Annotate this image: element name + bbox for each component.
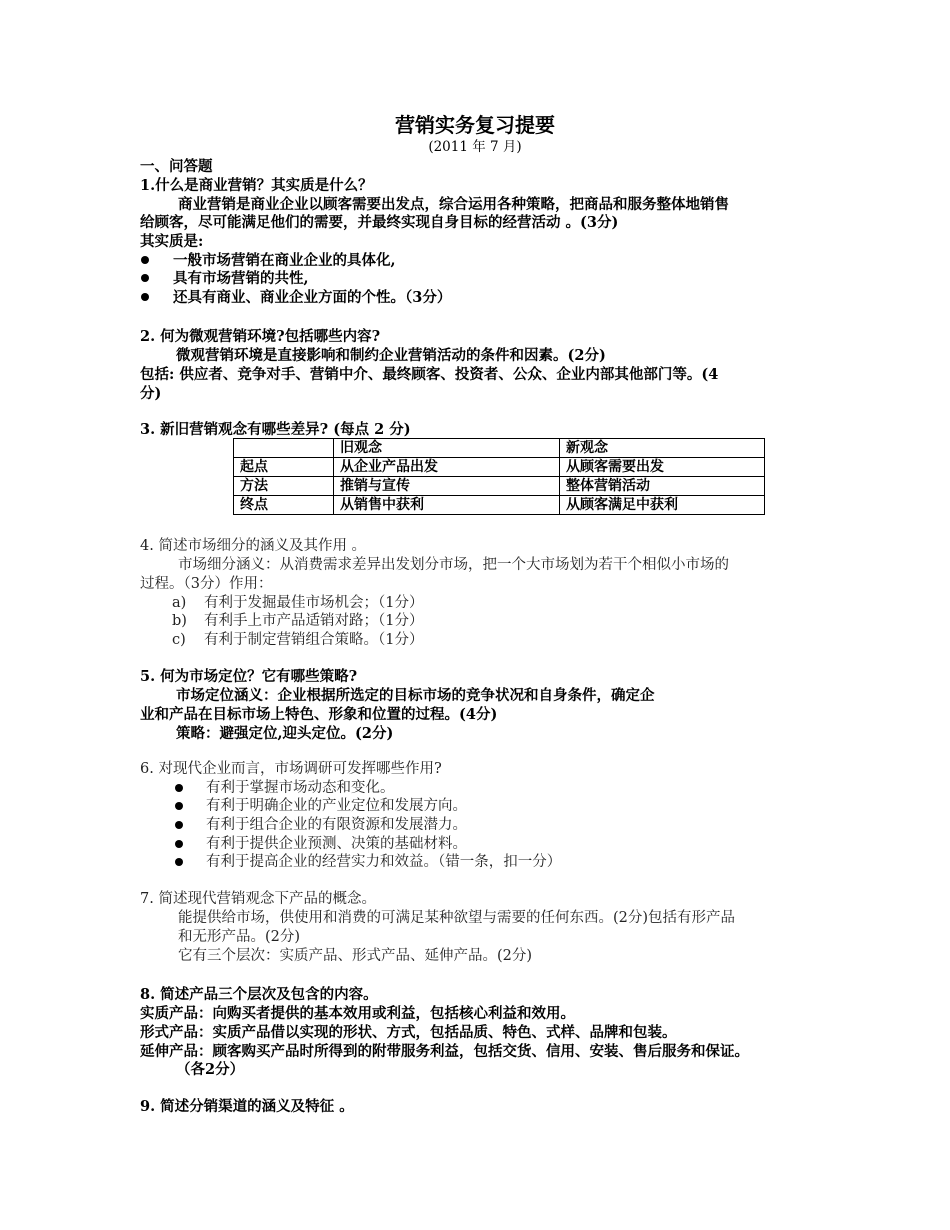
q4-item-marker: a)	[172, 595, 187, 611]
table-cell: 方法	[234, 477, 334, 496]
q1-bullet: 具有市场营销的共性,	[173, 270, 309, 287]
q1-answer-line1: 商业营销是商业企业以顾客需要出发点，综合运用各种策略，把商品和服务整体地销售	[178, 196, 729, 213]
table-header-cell: 旧观念	[334, 439, 560, 458]
q6-bullet: 有利于提供企业预测、决策的基础材料。	[206, 836, 467, 852]
q4-question: 4. 简述市场细分的涵义及其作用 。	[140, 538, 367, 554]
q2-includes-line2: 分)	[140, 385, 162, 402]
q6-bullet: 有利于明确企业的产业定位和发展方向。	[206, 798, 467, 814]
q4-item-text: 有利于制定营销组合策略。（1分）	[204, 632, 424, 648]
q6-bullet: 有利于掌握市场动态和变化。	[206, 780, 395, 796]
bullet-icon	[175, 784, 183, 792]
bullet-icon	[141, 274, 149, 282]
document-subtitle: (2011 年 7 月)	[428, 139, 522, 155]
q8-line: 延伸产品：顾客购买产品时所得到的附带服务利益，包括交货、信用、安装、售后服务和保证。	[140, 1043, 749, 1060]
q4-item-text: 有利于发掘最佳市场机会；（1分）	[204, 595, 424, 611]
bullet-icon	[175, 821, 183, 829]
comparison-table	[233, 438, 765, 515]
table-header-row	[234, 439, 765, 458]
table-cell: 终点	[234, 496, 334, 515]
table-row	[234, 477, 765, 496]
document-title: 营销实务复习提要	[395, 113, 555, 137]
q6-bullet: 有利于提高企业的经营实力和效益。（错一条，扣一分）	[206, 854, 562, 870]
q5-strategy: 策略：避强定位,迎头定位。(2分)	[176, 725, 394, 742]
q8-line: 实质产品：向购买者提供的基本效用或利益，包括核心利益和效用。	[140, 1005, 575, 1022]
section-heading: 一、问答题	[140, 158, 213, 175]
table-header-cell	[234, 439, 334, 458]
q4-item-marker: b)	[172, 613, 187, 629]
bullet-icon	[175, 840, 183, 848]
table-row	[234, 458, 765, 477]
q5-question: 5. 何为市场定位？它有哪些策略?	[140, 668, 358, 685]
q5-answer-line1: 市场定位涵义：企业根据所选定的目标市场的竞争状况和自身条件，确定企	[176, 687, 655, 704]
q1-bullet: 一般市场营销在商业企业的具体化,	[173, 252, 396, 269]
table-cell: 推销与宣传	[334, 477, 560, 496]
q7-answer-line3: 它有三个层次：实质产品、形式产品、延伸产品。(2分)	[178, 948, 533, 964]
table-cell: 起点	[234, 458, 334, 477]
table-cell: 整体营销活动	[560, 477, 765, 496]
q8-line: 形式产品：实质产品借以实现的形状、方式，包括品质、特色、式样、品牌和包装。	[140, 1024, 677, 1041]
bullet-icon	[141, 293, 149, 301]
q1-question: 1.什么是商业营销？其实质是什么？	[140, 177, 373, 194]
q5-answer-line2: 业和产品在目标市场上特色、形象和位置的过程。(4分)	[140, 706, 498, 723]
table-cell: 从顾客需要出发	[560, 458, 765, 477]
q1-bullet: 还具有商业、商业企业方面的个性。（3分）	[173, 289, 452, 306]
bullet-icon	[175, 802, 183, 810]
q9-question: 9. 简述分销渠道的涵义及特征 。	[140, 1098, 354, 1115]
q8-line: （各2分）	[176, 1061, 245, 1078]
q2-question: 2. 何为微观营销环境?包括哪些内容?	[140, 328, 381, 345]
q2-answer: 微观营销环境是直接影响和制约企业营销活动的条件和因素。(2分)	[176, 347, 606, 364]
q1-answer-line2: 给顾客，尽可能满足他们的需要，并最终实现自身目标的经营活动 。(3分)	[140, 214, 619, 231]
q6-question: 6. 对现代企业而言，市场调研可发挥哪些作用?	[140, 761, 442, 777]
q4-item-text: 有利手上市产品适销对路；（1分）	[204, 613, 424, 629]
q7-answer-line2: 和无形产品。(2分)	[178, 929, 301, 945]
q1-essence-label: 其实质是:	[140, 233, 204, 250]
q6-bullet: 有利于组合企业的有限资源和发展潜力。	[206, 817, 467, 833]
table-cell: 从顾客满足中获利	[560, 496, 765, 515]
q8-question: 8. 简述产品三个层次及包含的内容。	[140, 986, 378, 1003]
q3-question: 3. 新旧营销观念有哪些差异? (每点 2 分)	[140, 421, 411, 438]
table-header-cell: 新观念	[560, 439, 765, 458]
q7-answer-line1: 能提供给市场，供使用和消费的可满足某种欲望与需要的任何东西。(2分)包括有形产品	[178, 910, 736, 926]
table-cell: 从销售中获利	[334, 496, 560, 515]
bullet-icon	[141, 256, 149, 264]
q4-item-marker: c)	[172, 632, 186, 648]
q7-question: 7. 简述现代营销观念下产品的概念。	[140, 891, 376, 907]
table-cell: 从企业产品出发	[334, 458, 560, 477]
bullet-icon	[175, 858, 183, 866]
q4-answer-line2: 过程。（3分）作用：	[140, 576, 273, 592]
q2-includes-line1: 包括: 供应者、竞争对手、营销中介、最终顾客、投资者、公众、企业内部其他部门等。(4	[140, 366, 719, 383]
q4-answer-line1: 市场细分涵义：从消费需求差异出发划分市场，把一个大市场划为若干个相似小市场的	[178, 557, 729, 573]
table-row	[234, 496, 765, 515]
